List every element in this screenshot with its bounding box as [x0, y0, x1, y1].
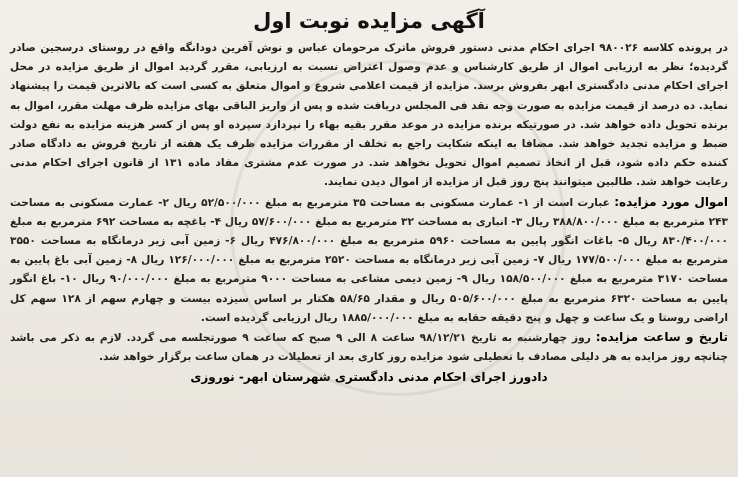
signature: دادورز اجرای احکام مدنی دادگستری شهرستان ابهر- نوروزی	[190, 370, 548, 385]
items-heading: اموال مورد مزایده:	[614, 194, 729, 209]
date-text: روز چهارشنبه به تاریخ ۹۸/۱۲/۲۱ ساعت ۸ الی ۹ صبح که ساعت ۹ صورتجلسه می گردد. لازم به ذکر می باشد چنانچه روز مزایده به هر دلیلی مصادف با تعطیلی شود مزایده روز کاری بعد از تعطیلات در همان ساعت برگزار خواهد شد.	[10, 332, 728, 364]
items-text: عبارت است از ۱- عمارت مسکونی به مساحت ۳۵ مترمربع به مبلغ ۵۲/۵۰۰/۰۰۰ ریال ۲- عمارت مسکونی به مساحت ۲۴۳ مترمربع به مبلغ ۳۸۸/۸۰۰/۰۰۰ ریال ۳- انباری به مساحت ۳۲ مترمربع به مبلغ ۵۷/۶۰۰/۰۰۰ ریال ۴- باغچه به مساحت ۶۹۲ مترمربع به مبلغ ۸۳۰/۴۰۰/۰۰۰ ریال ۵- باغات انگور پایین به مساحت ۵۹۶۰ مترمربع به مبلغ ۴۷۶/۸۰۰/۰۰۰ ریال ۶- زمین آبی زیر درمانگاه به مساحت ۳۵۵۰ مترمربع به مبلغ ۱۷۷/۵۰۰/۰۰۰ ریال ۷- زمین آبی زیر درمانگاه به مساحت ۲۵۲۰ مترمربع به مبلغ ۱۲۶/۰۰۰/۰۰۰ ریال ۸- زمین آبی باغ پایین به مساحت ۳۱۷۰ مترمربع به مبلغ ۱۵۸/۵۰۰/۰۰۰ ریال ۹- زمین دیمی مشاعی به مساحت ۹۰۰۰ مترمربع به مبلغ ۹۰/۰۰۰/۰۰۰ ریال ۱۰- باغ انگور پایین به مساحت ۶۳۲۰ مترمربع به مبلغ ۵۰۵/۶۰۰/۰۰۰ ریال و مقدار ۵۸/۶۵ هکتار بر اساس سیزده بیست و چهارم سهم از ۱۲۸ سهم کل اراضی روستا و یک ساعت و چهل و پنج دقیقه حقابه به مبلغ ۱۸۸۵/۰۰۰/۰۰۰ ریال ارزیابی گردیده است.	[10, 196, 729, 324]
items-paragraph	[10, 193, 728, 328]
notice-intro: در پرونده کلاسه ۹۸۰۰۲۶ اجرای احکام مدنی دستور فروش ماترک مرحومان عباس و نوش آفرین دودانگه واقع در روستای درسجین صادر گردیده؛ نظر به ارزیابی اموال از طریق کارشناس و عدم وصول اعتراض نسبت به ارزیابی، مقرر گردید اموال از طریق مزایده در محل اجرای احکام مدنی دادگستری ابهر بفروش برسد. مزایده از قیمت اعلامی شروع و اموال متعلق به کسی است که بالاترین قیمت را پیشنهاد نماید. ده درصد از قیمت مزایده به صورت وجه نقد فی المجلس دریافت شده و پس از واریز الباقی بهای مزایده ظرف مهلت مقرر، اموال به برنده تحویل داده خواهد شد. در صورتیکه برنده مزایده در موعد مقرر بقیه بهاء را نپردازد سپرده او پس از کسر هزینه مزایده به نفع دولت ضبط و مزایده تجدید خواهد شد. مضافا به اینکه شکایت راجع به تخلف از مقررات مزایده ظرف یک هفته از تاریخ فروش به دادگاه صادر کننده حکم داده شود، قبل از اتخاذ تصمیم اموال تحویل نخواهد شد. در صورت عدم مشتری مفاد ماده ۱۳۱ از قانون اجرای احکام مدنی رعایت خواهد شد. طالبین میتوانند پنج روز قبل از مزایده از اموال دیدن نمایند.	[10, 42, 728, 189]
date-heading: تاریخ و ساعت مزایده:	[595, 330, 728, 345]
date-paragraph	[10, 328, 728, 367]
notice-title: آگهی مزایده نوبت اول	[253, 9, 485, 33]
